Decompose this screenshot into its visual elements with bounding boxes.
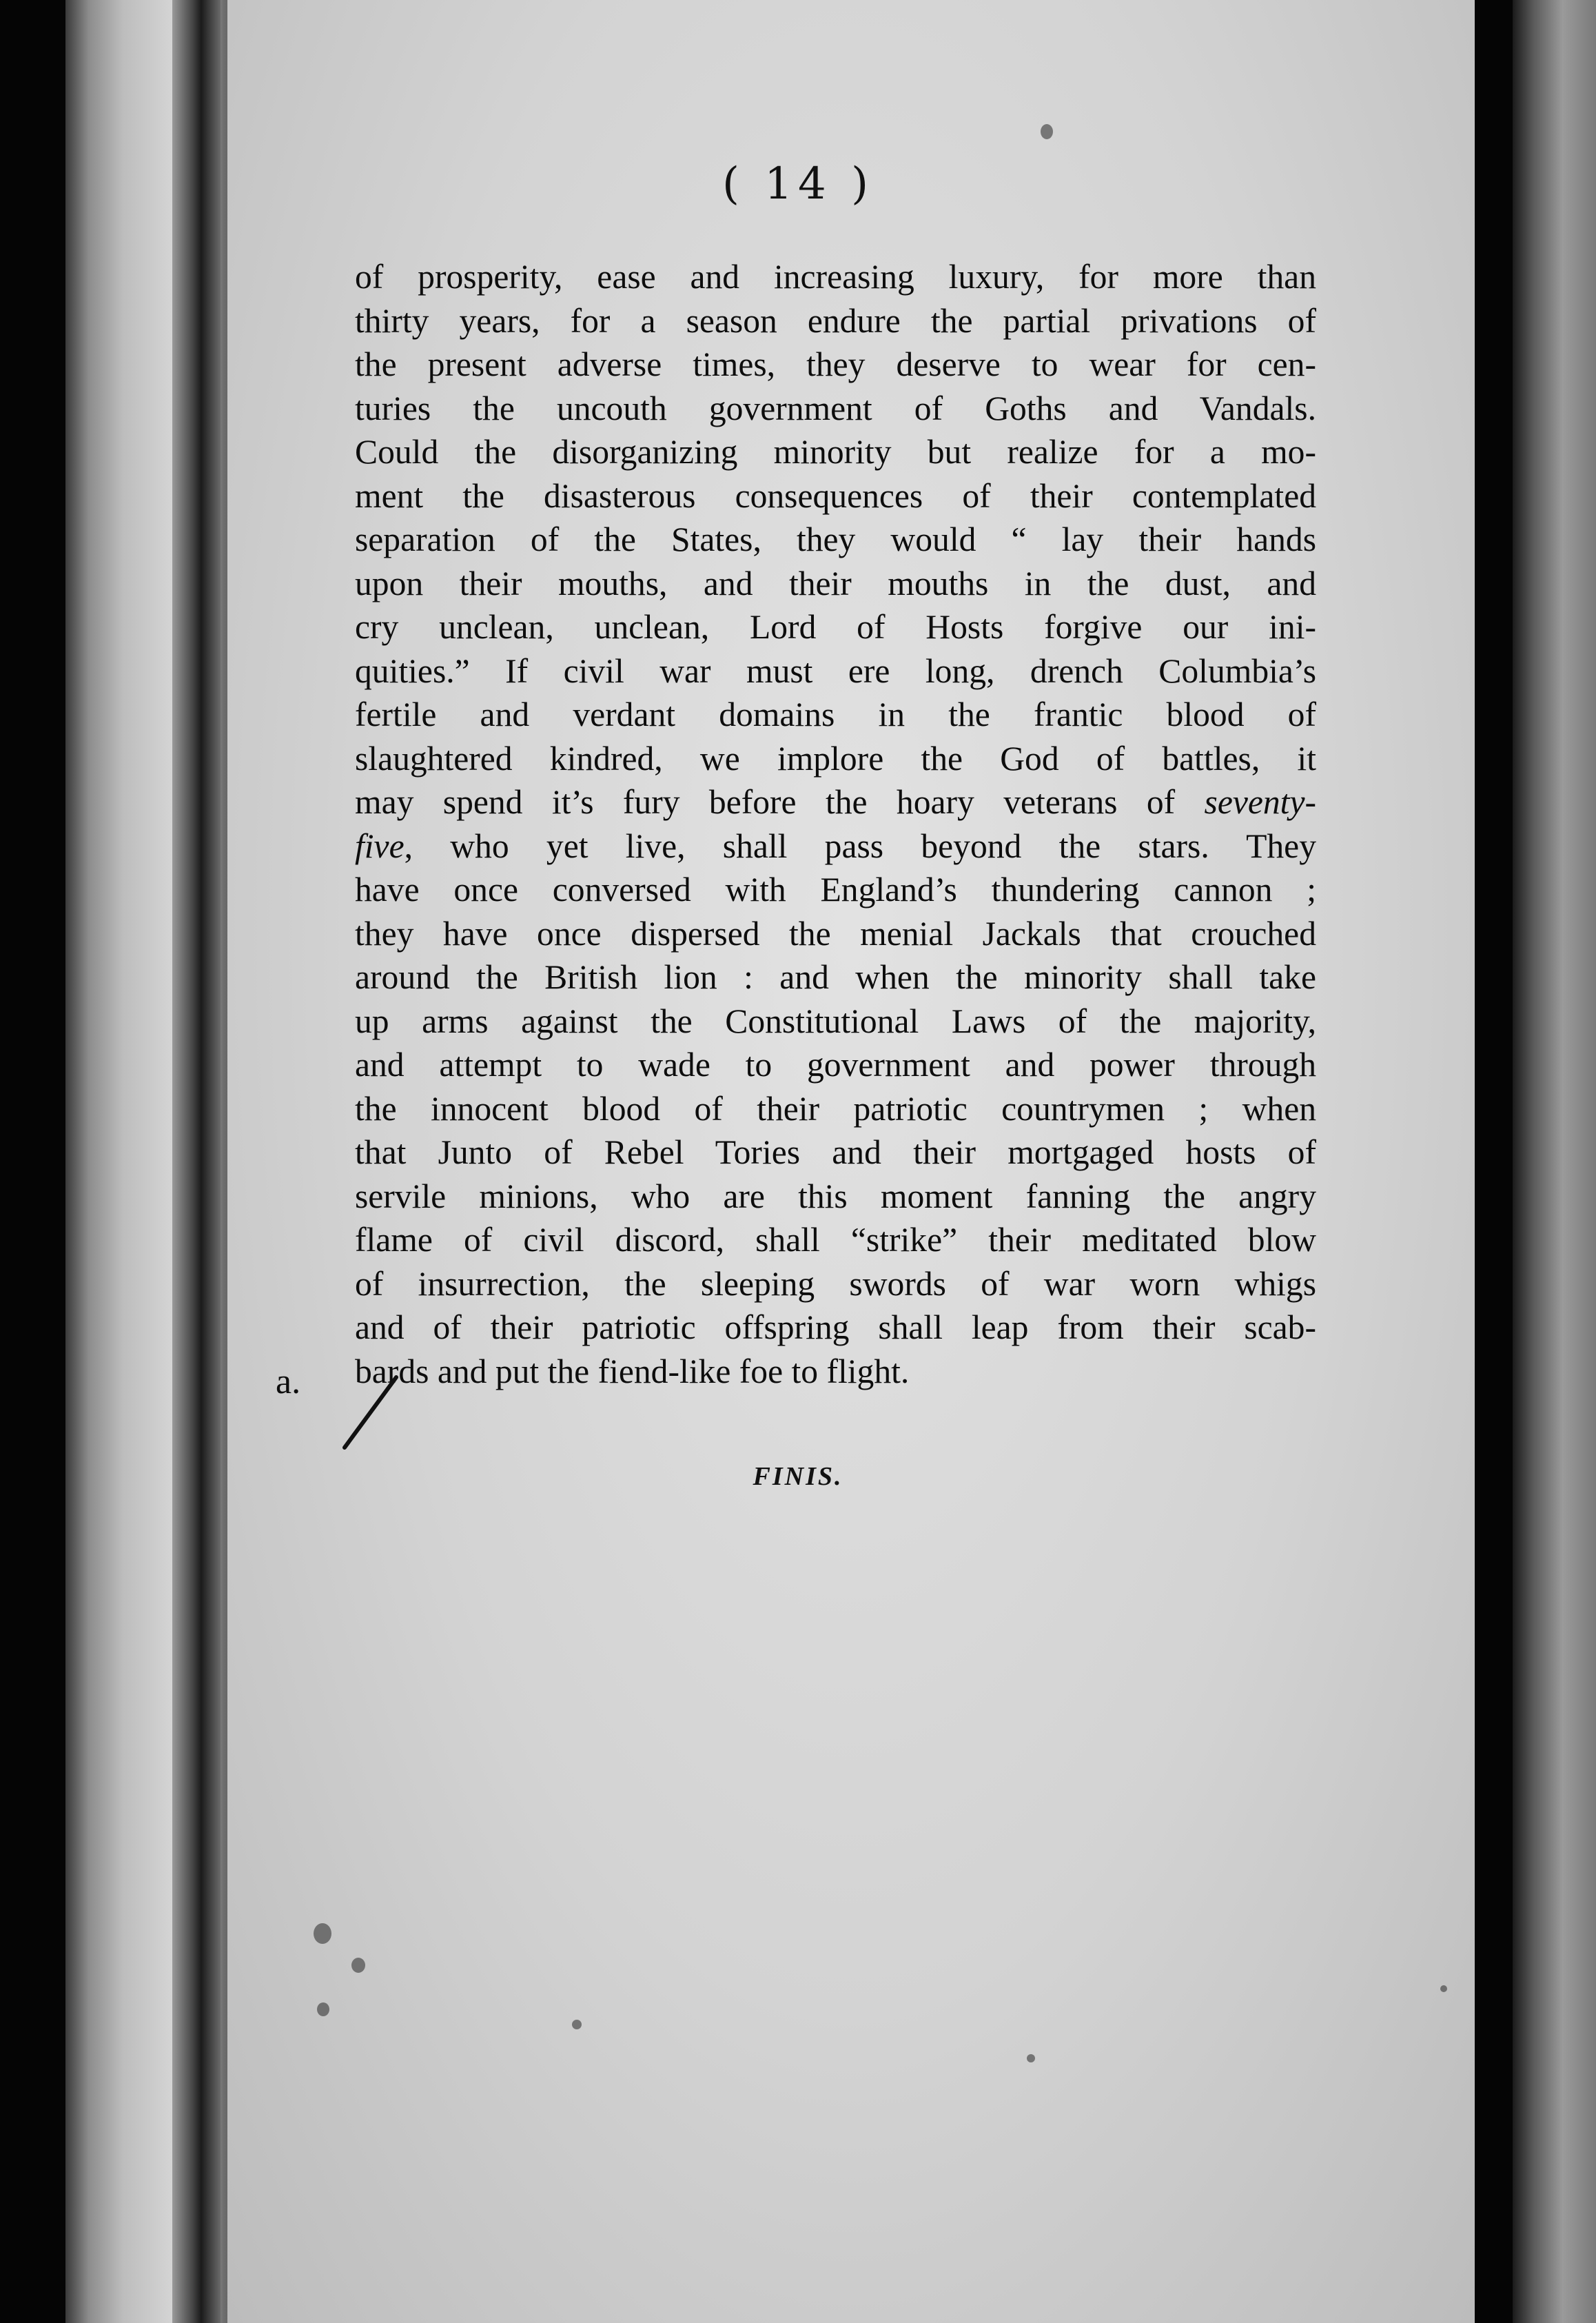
- paper-stain: [1027, 2054, 1035, 2062]
- text-line: have once conversed with England’s thundering cannon ;: [355, 871, 1316, 909]
- paper-stain: [1440, 1985, 1447, 1992]
- paper-stain: [351, 1958, 365, 1973]
- text-line: cry unclean, unclean, Lord of Hosts forgive our ini-: [355, 608, 1316, 646]
- finis-label: FINIS.: [753, 1462, 843, 1491]
- text-segment: may spend it’s fury before the hoary veterans of: [355, 783, 1205, 821]
- text-line: slaughtered kindred, we implore the God of battles, it: [355, 739, 1316, 778]
- text-line: turies the uncouth government of Goths and Vandals.: [355, 389, 1316, 427]
- text-line: upon their mouths, and their mouths in the dust, and: [355, 564, 1316, 602]
- text-line: the innocent blood of their patriotic countrymen ; when: [355, 1089, 1316, 1128]
- paper-stain: [317, 2002, 329, 2016]
- pen-stroke-mark: [331, 1372, 407, 1454]
- paper-stain: [314, 1923, 331, 1944]
- paper-stain: [572, 2020, 582, 2029]
- text-line: of insurrection, the sleeping swords of war worn whigs: [355, 1264, 1316, 1303]
- text-line: bards and put the fiend-like foe to flight.: [355, 1352, 910, 1390]
- text-line: around the British lion : and when the minority shall take: [355, 958, 1316, 996]
- text-line: flame of civil discord, shall “strike” their meditated blow: [355, 1221, 1316, 1259]
- text-line: servile minions, who are this moment fanning the angry: [355, 1177, 1316, 1215]
- text-line: of prosperity, ease and increasing luxury, for more than: [355, 258, 1316, 296]
- text-line: [355, 824, 1316, 869]
- text-segment: , who yet live, shall pass beyond the stars. They: [404, 826, 1316, 865]
- text-line: the present adverse times, they deserve to wear for cen-: [355, 345, 1316, 383]
- binding-fold-shadow: [172, 0, 221, 2323]
- text-line: fertile and verdant domains in the frantic blood of: [355, 696, 1316, 733]
- text-line: that Junto of Rebel Tories and their mortgaged hosts of: [355, 1133, 1316, 1171]
- text-line: ment the disasterous consequences of their contemplated: [355, 476, 1316, 515]
- text-line: thirty years, for a season endure the partial privations of: [355, 301, 1316, 340]
- margin-annotation: a.: [276, 1362, 301, 1401]
- text-line: [355, 780, 1316, 824]
- text-line: separation of the States, they would “ lay their hands: [355, 520, 1316, 558]
- italic-text: five: [355, 826, 405, 865]
- paper-stain: [1041, 124, 1053, 139]
- page-number: ( 14 ): [722, 159, 874, 210]
- body-text: [355, 255, 1316, 1393]
- italic-text: seventy-: [1204, 783, 1316, 821]
- text-line: quities.” If civil war must ere long, drench Columbia’s: [355, 651, 1316, 690]
- text-line: and attempt to wade to government and power through: [355, 1046, 1316, 1084]
- text-line: up arms against the Constitutional Laws of the majority,: [355, 1002, 1316, 1040]
- adjacent-page-edge: [1513, 0, 1596, 2323]
- text-line: they have once dispersed the menial Jackals that crouched: [355, 914, 1316, 953]
- text-line: Could the disorganizing minority but realize for a mo-: [355, 433, 1316, 471]
- text-line: and of their patriotic offspring shall leap from their scab-: [355, 1308, 1316, 1346]
